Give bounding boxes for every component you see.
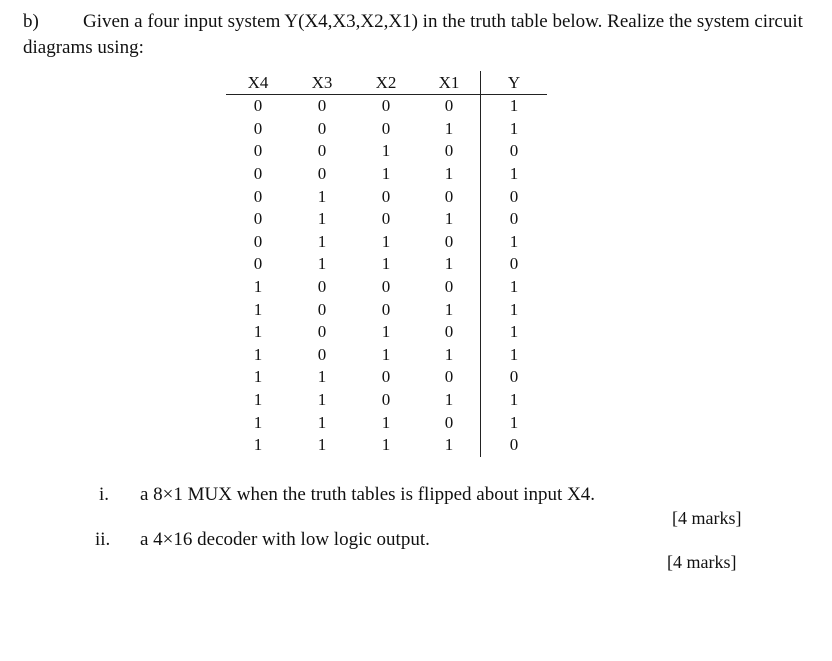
cell-x4: 1 [253, 277, 263, 297]
table-row [226, 185, 547, 208]
cell-x2: 1 [381, 141, 391, 161]
cell-y: 1 [481, 163, 548, 186]
cell-x2: 0 [381, 209, 391, 229]
cell-x4: 1 [253, 435, 263, 455]
cell-y: 1 [481, 411, 548, 434]
cell-x2: 0 [381, 96, 391, 116]
table-row [226, 253, 547, 276]
header-x4: X4 [226, 71, 290, 95]
cell-x4: 0 [253, 209, 263, 229]
truth-table-body [226, 95, 547, 457]
cell-x1: 0 [444, 141, 454, 161]
cell-y: 1 [481, 95, 548, 118]
cell-x3: 0 [317, 277, 327, 297]
cell-x1: 0 [444, 96, 454, 116]
cell-x1: 0 [444, 412, 454, 432]
part-i-number: i. [99, 484, 110, 505]
cell-y: 0 [481, 140, 548, 163]
cell-y: 0 [481, 366, 548, 389]
cell-x2: 0 [381, 299, 391, 319]
cell-x4: 1 [253, 322, 263, 342]
cell-x3: 0 [317, 141, 327, 161]
cell-y: 0 [481, 208, 548, 231]
cell-y: 1 [481, 118, 548, 141]
cell-y: 1 [481, 231, 548, 254]
cell-x4: 1 [253, 344, 263, 364]
truth-table-header-row [226, 71, 547, 95]
table-row [226, 208, 547, 231]
cell-x3: 1 [317, 254, 327, 274]
cell-x1: 0 [444, 367, 454, 387]
cell-y: 1 [481, 389, 548, 412]
cell-x1: 1 [444, 435, 454, 455]
cell-x1: 1 [444, 118, 454, 138]
cell-y: 0 [481, 434, 548, 457]
cell-x2: 1 [381, 254, 391, 274]
truth-table [226, 71, 547, 457]
table-row [226, 389, 547, 412]
table-row [226, 366, 547, 389]
cell-x3: 1 [317, 209, 327, 229]
table-row [226, 163, 547, 186]
cell-x3: 1 [317, 435, 327, 455]
cell-y: 1 [481, 276, 548, 299]
cell-y: 0 [481, 185, 548, 208]
cell-x4: 1 [253, 299, 263, 319]
cell-x4: 0 [253, 118, 263, 138]
question-text-line2: diagrams using: [23, 37, 144, 58]
question-text-line1: Given a four input system Y(X4,X3,X2,X1) in the truth table below. Realize the system circuit [83, 11, 803, 32]
cell-x4: 0 [253, 254, 263, 274]
cell-x4: 0 [253, 164, 263, 184]
cell-x3: 1 [317, 186, 327, 206]
table-row [226, 276, 547, 299]
table-row [226, 140, 547, 163]
cell-x3: 0 [317, 164, 327, 184]
table-row [226, 118, 547, 141]
cell-y: 1 [481, 321, 548, 344]
cell-x1: 1 [444, 299, 454, 319]
table-row [226, 434, 547, 457]
header-x2: X2 [354, 71, 418, 95]
part-ii-text: a 4×16 decoder with low logic output. [140, 529, 430, 550]
question-label: b) [23, 11, 39, 32]
cell-x1: 1 [444, 344, 454, 364]
cell-x2: 1 [381, 412, 391, 432]
cell-x3: 0 [317, 322, 327, 342]
header-x3: X3 [290, 71, 354, 95]
cell-x3: 0 [317, 118, 327, 138]
cell-x3: 0 [317, 299, 327, 319]
cell-x1: 0 [444, 277, 454, 297]
cell-x2: 1 [381, 231, 391, 251]
cell-y: 0 [481, 253, 548, 276]
table-row [226, 95, 547, 118]
cell-x1: 1 [444, 390, 454, 410]
table-row [226, 344, 547, 367]
cell-x2: 0 [381, 118, 391, 138]
cell-x4: 1 [253, 367, 263, 387]
cell-x2: 0 [381, 390, 391, 410]
cell-x2: 1 [381, 435, 391, 455]
cell-x3: 1 [317, 231, 327, 251]
cell-x1: 0 [444, 231, 454, 251]
table-row [226, 298, 547, 321]
cell-x3: 1 [317, 367, 327, 387]
cell-x1: 0 [444, 186, 454, 206]
cell-x3: 1 [317, 412, 327, 432]
cell-x3: 0 [317, 96, 327, 116]
cell-x2: 0 [381, 277, 391, 297]
part-ii-number: ii. [95, 529, 111, 550]
part-i-text: a 8×1 MUX when the truth tables is flipped about input X4. [140, 484, 596, 505]
cell-y: 1 [481, 344, 548, 367]
header-y: Y [481, 71, 548, 95]
part-ii-marks: [4 marks] [667, 552, 737, 572]
cell-x4: 1 [253, 412, 263, 432]
header-x1: X1 [418, 71, 481, 95]
cell-x1: 1 [444, 164, 454, 184]
cell-x2: 0 [381, 186, 391, 206]
cell-x1: 0 [444, 322, 454, 342]
cell-x4: 0 [253, 96, 263, 116]
cell-x4: 0 [253, 141, 263, 161]
table-row [226, 321, 547, 344]
cell-x1: 1 [444, 254, 454, 274]
cell-x3: 0 [317, 344, 327, 364]
cell-y: 1 [481, 298, 548, 321]
cell-x2: 1 [381, 344, 391, 364]
part-i-marks: [4 marks] [672, 508, 742, 528]
table-row [226, 231, 547, 254]
cell-x2: 1 [381, 322, 391, 342]
cell-x3: 1 [317, 390, 327, 410]
cell-x1: 1 [444, 209, 454, 229]
cell-x4: 0 [253, 231, 263, 251]
table-row [226, 411, 547, 434]
cell-x4: 0 [253, 186, 263, 206]
cell-x4: 1 [253, 390, 263, 410]
cell-x2: 1 [381, 164, 391, 184]
cell-x2: 0 [381, 367, 391, 387]
